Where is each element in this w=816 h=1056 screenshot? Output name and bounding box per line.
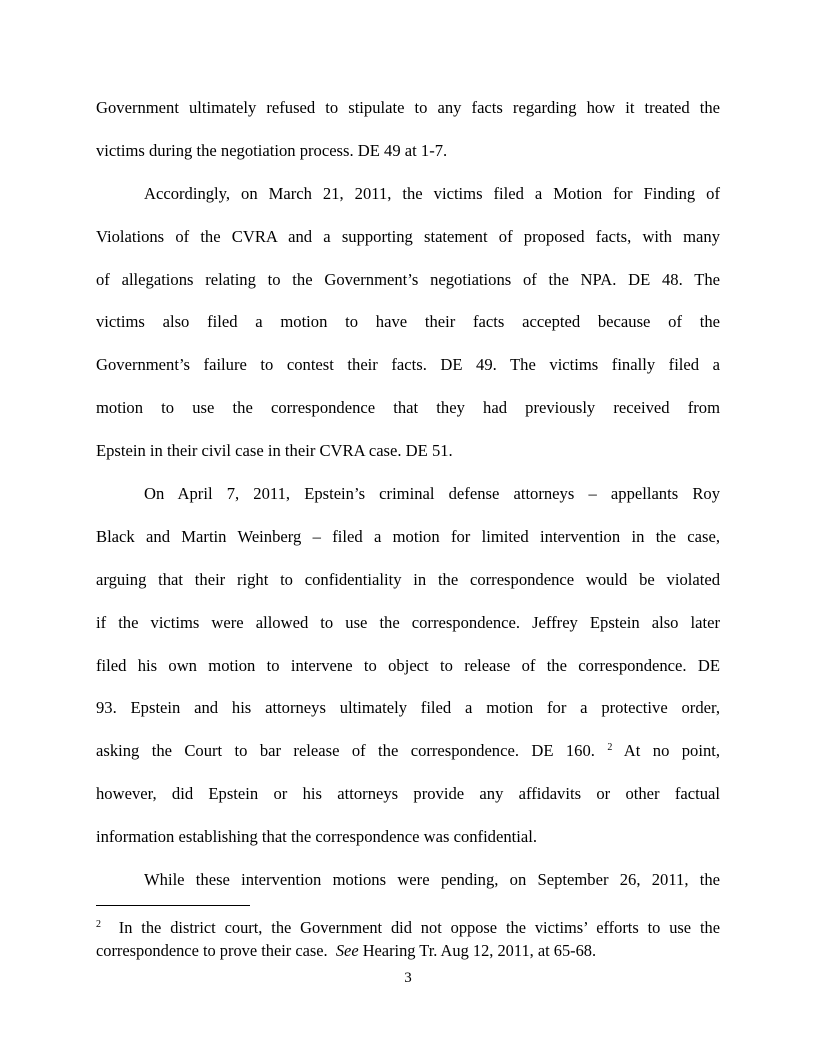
text-line xyxy=(96,687,720,730)
line-text: however, did Epstein or his attorneys provide any affidavits or other factual xyxy=(96,784,720,804)
footnote-line xyxy=(96,939,720,962)
text-line xyxy=(96,130,720,173)
line-text: of allegations relating to the Government’s negotiations of the NPA. DE 48. The xyxy=(96,269,720,289)
text-line xyxy=(96,259,720,302)
line-text: 93. Epstein and his attorneys ultimately filed a motion for a protective order, xyxy=(96,698,720,718)
text-line xyxy=(96,559,720,602)
line-text: if the victims were allowed to use the correspondence. Jeffrey Epstein also later xyxy=(96,612,720,632)
page-number: 3 xyxy=(404,970,412,986)
text-line xyxy=(96,773,720,816)
text-line xyxy=(96,516,720,559)
text-line xyxy=(96,430,720,473)
body-text xyxy=(96,87,720,902)
line-text: Black and Martin Weinberg – filed a motion for limited intervention in the case, xyxy=(96,526,720,546)
footnote-text: In the district court, the Government did not oppose the victims’ efforts to use the xyxy=(118,918,720,937)
line-text: victims also filed a motion to have their facts accepted because of the xyxy=(96,312,720,332)
line-text: victims during the negotiation process. DE 49 at 1-7. xyxy=(96,140,448,160)
text-line xyxy=(96,602,720,645)
footnote-text: correspondence to prove their case. xyxy=(96,941,336,960)
line-text: motion to use the correspondence that they had previously received from xyxy=(96,398,720,418)
line-text: arguing that their right to confidentiality in the correspondence would be violated xyxy=(96,569,720,589)
line-text: filed his own motion to intervene to object to release of the correspondence. DE xyxy=(96,655,720,675)
line-text: Accordingly, on March 21, 2011, the victims filed a Motion for Finding of xyxy=(144,183,720,203)
line-text: Violations of the CVRA and a supporting statement of proposed facts, with many xyxy=(96,226,720,246)
footnote-divider xyxy=(96,905,250,906)
footnote xyxy=(96,916,720,962)
citation-signal: See xyxy=(335,941,359,960)
text-line xyxy=(96,859,720,902)
line-text: asking the Court to bar release of the correspondence. DE 160. xyxy=(96,741,595,761)
footnote-text: Hearing Tr. Aug 12, 2011, at 65-68. xyxy=(358,941,597,960)
line-text: While these intervention motions were pending, on September 26, 2011, the xyxy=(144,870,720,890)
text-line xyxy=(96,216,720,259)
footnote-marker: 2 xyxy=(96,919,101,930)
text-line xyxy=(96,87,720,130)
text-line xyxy=(96,387,720,430)
line-text: Epstein in their civil case in their CVRA case. DE 51. xyxy=(96,441,453,461)
line-text: information establishing that the correspondence was confidential. xyxy=(96,827,537,847)
line-text: Government ultimately refused to stipulate to any facts regarding how it treated the xyxy=(96,98,720,117)
line-text: On April 7, 2011, Epstein’s criminal defense attorneys – appellants Roy xyxy=(144,484,720,504)
text-line xyxy=(96,301,720,344)
footnote-reference[interactable]: 2 xyxy=(607,742,613,754)
line-text: At no point, xyxy=(623,741,721,761)
text-line xyxy=(96,344,720,387)
text-line xyxy=(96,473,720,516)
text-line xyxy=(96,730,720,773)
text-line xyxy=(96,816,720,859)
line-text: Government’s failure to contest their facts. DE 49. The victims finally filed a xyxy=(96,355,720,375)
footnote-line xyxy=(96,916,720,939)
text-line xyxy=(96,645,720,688)
text-line xyxy=(96,173,720,216)
